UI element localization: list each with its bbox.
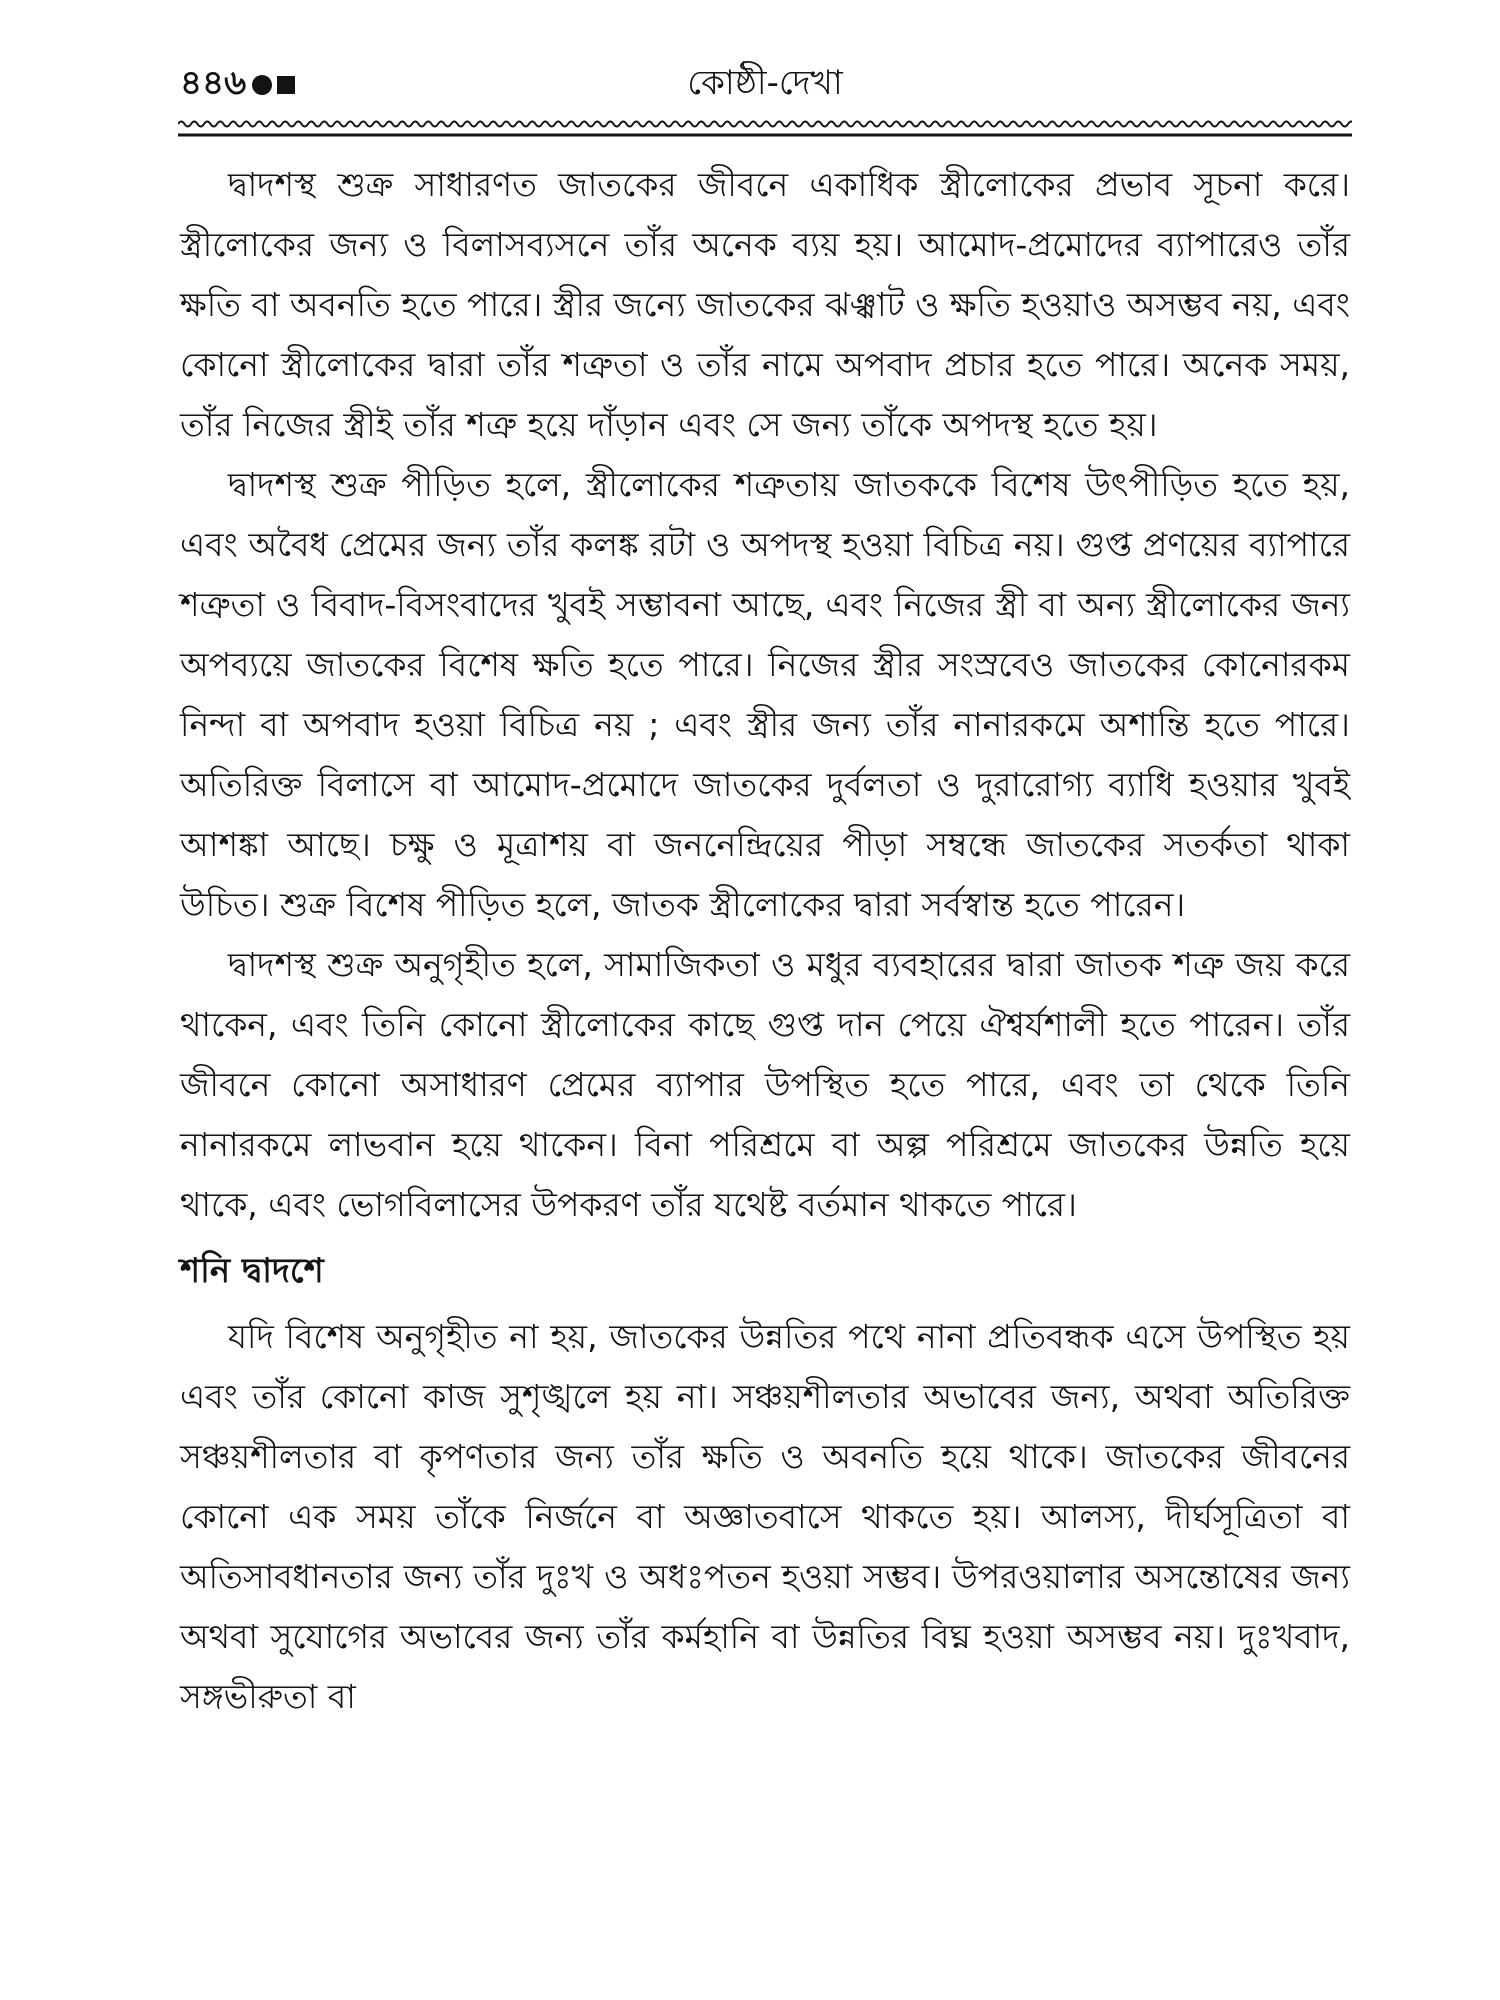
page-number: ৪৪৬ [180,63,247,103]
paragraph-venus-favoured: দ্বাদশস্থ শুক্র অনুগৃহীত হলে, সামাজিকতা ও মধুর ব্যবহারের দ্বারা জাতক শত্রু জয় করে থাকেন, এবং তিনি কোনো স্ত্রীলোকের কাছে গুপ্ত দান পেয়ে ঐশ্বর্যশালী হতে পারেন। তাঁর জীবনে কোনো অসাধারণ প্রেমের ব্যাপার উপস্থিত হতে পারে, এবং তা থেকে তিনি নানারকমে লাভবান হয়ে থাকেন। বিনা পরিশ্রমে বা অল্প পরিশ্রমে জাতকের উন্নতি হয়ে থাকে, এবং ভোগবিলাসের উপকরণ তাঁর যথেষ্ট বর্তমান থাকতে পারে। [180,945,1350,1224]
page-body [180,155,1350,1727]
running-title: কোষ্ঠী-দেখা [687,63,843,103]
paragraph-venus-12th: দ্বাদশস্থ শুক্র সাধারণত জাতকের জীবনে একাধিক স্ত্রীলোকের প্রভাব সূচনা করে। স্ত্রীলোকের জন্য ও বিলাসব্যসনে তাঁর অনেক ব্যয় হয়। আমোদ-প্রমোদের ব্যাপারেও তাঁর ক্ষতি বা অবনতি হতে পারে। স্ত্রীর জন্যে জাতকের ঝঞ্ঝাট ও ক্ষতি হওয়াও অসম্ভব নয়, এবং কোনো স্ত্রীলোকের দ্বারা তাঁর শত্রুতা ও তাঁর নামে অপবাদ প্রচার হতে পারে। অনেক সময়, তাঁর নিজের স্ত্রীই তাঁর শত্রু হয়ে দাঁড়ান এবং সে জন্য তাঁকে অপদস্থ হতে হয়। [180,165,1350,444]
section-heading-saturn: শনি দ্বাদশে [180,1251,324,1291]
paragraph-saturn-12th: যদি বিশেষ অনুগৃহীত না হয়, জাতকের উন্নতির পথে নানা প্রতিবন্ধক এসে উপস্থিত হয় এবং তাঁর কোনো কাজ সুশৃঙ্খলে হয় না। সঞ্চয়শীলতার অভাবের জন্য, অথবা অতিরিক্ত সঞ্চয়শীলতার বা কৃপণতার জন্য তাঁর ক্ষতি ও অবনতি হয়ে থাকে। জাতকের জীবনের কোনো এক সময় তাঁকে নির্জনে বা অজ্ঞাতবাসে থাকতে হয়। আলস্য, দীর্ঘসূত্রিতা বা অতিসাবধানতার জন্য তাঁর দুঃখ ও অধঃপতন হওয়া সম্ভব। উপরওয়ালার অসন্তোষের জন্য অথবা সুযোগের অভাবের জন্য তাঁর কর্মহানি বা উন্নতির বিঘ্ন হওয়া অসম্ভব নয়। দুঃখবাদ, সঙ্গভীরুতা বা [180,1317,1350,1716]
paragraph-venus-afflicted: দ্বাদশস্থ শুক্র পীড়িত হলে, স্ত্রীলোকের শত্রুতায় জাতককে বিশেষ উৎপীড়িত হতে হয়, এবং অবৈধ প্রেমের জন্য তাঁর কলঙ্ক রটা ও অপদস্থ হওয়া বিচিত্র নয়। গুপ্ত প্রণয়ের ব্যাপারে শত্রুতা ও বিবাদ-বিসংবাদের খুবই সম্ভাবনা আছে, এবং নিজের স্ত্রী বা অন্য স্ত্রীলোকের জন্য অপব্যয়ে জাতকের বিশেষ ক্ষতি হতে পারে। নিজের স্ত্রীর সংস্রবেও জাতকের কোনোরকম নিন্দা বা অপবাদ হওয়া বিচিত্র নয় ; এবং স্ত্রীর জন্য তাঁর নানারকমে অশান্তি হতে পারে। অতিরিক্ত বিলাসে বা আমোদ-প্রমোদে জাতকের দুর্বলতা ও দুরারোগ্য ব্যাধি হওয়ার খুবই আশঙ্কা আছে। চক্ষু ও মূত্রাশয় বা জননেন্দ্রিয়ের পীড়া সম্বন্ধে জাতকের সতর্কতা থাকা উচিত। শুক্র বিশেষ পীড়িত হলে, জাতক স্ত্রীলোকের দ্বারা সর্বস্বান্ত হতে পারেন। [180,465,1350,924]
wavy-rule-divider [178,116,1352,138]
page-header [180,58,1350,108]
